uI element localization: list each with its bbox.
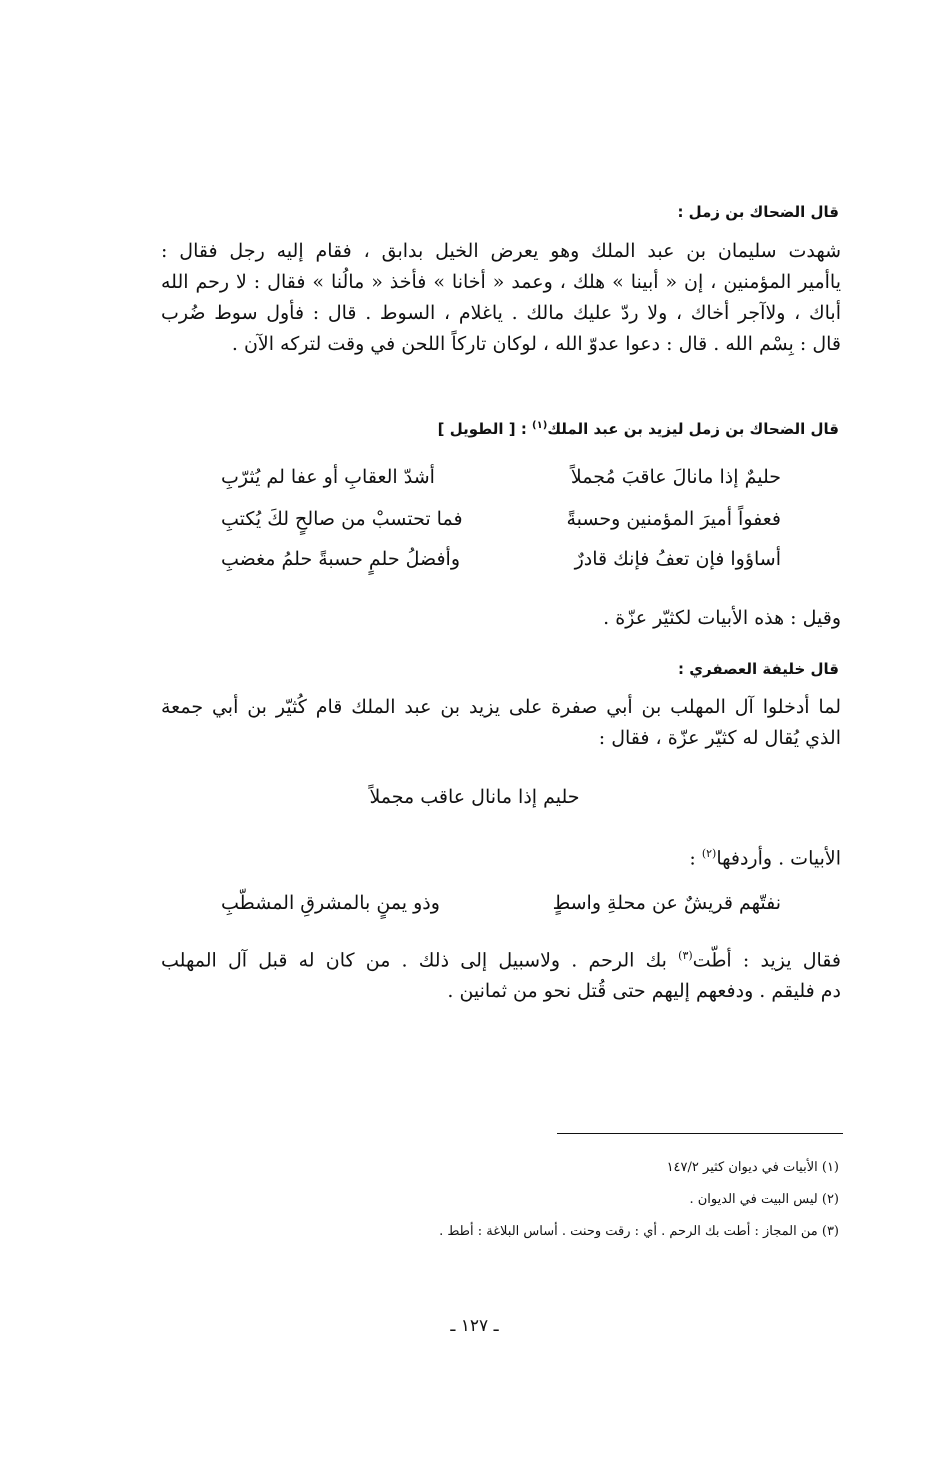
verse bbox=[221, 892, 781, 926]
verse-first-hemistich: نفتّهم قريشٌ عن محلةِ واسطٍ bbox=[552, 892, 781, 914]
footnote-rule bbox=[557, 1133, 843, 1134]
para-start: فقال يزيد : أطّت bbox=[692, 949, 841, 972]
abyat-text: الأبيات . وأردفها bbox=[716, 847, 841, 870]
section-heading bbox=[438, 420, 839, 438]
footnote-marker: (٣) bbox=[678, 949, 693, 962]
abyat-end: : bbox=[689, 847, 702, 870]
quoted-verse: حليم إذا مانال عاقب مجملاً bbox=[369, 786, 580, 808]
verse-first-hemistich: حليمٌ إذا مانالَ عاقبَ مُجملاً bbox=[570, 466, 781, 488]
paragraph bbox=[161, 692, 841, 754]
verse-second-hemistich: فما تحتسبْ من صالحٍ لكَ يُكتبِ bbox=[221, 508, 463, 530]
verse bbox=[221, 548, 781, 582]
text-line: وقيل : هذه الأبيات لكثيّر عزّة . bbox=[603, 607, 841, 629]
verse-first-hemistich: أساؤوا فإن تعفُ فإنك قادرٌ bbox=[574, 548, 781, 570]
abyat-line bbox=[161, 838, 841, 874]
section-heading: قال الضحاك بن زمل : bbox=[677, 203, 839, 221]
verse-second-hemistich: وذو يمنٍ بالمشرقِ المشطّبِ bbox=[221, 892, 440, 914]
text-line: قال : بِسْم الله . قال : دعوا عدوّ الله ، لوكان تاركاً اللحن في وقت لتركه الآن . bbox=[231, 333, 841, 355]
paragraph bbox=[161, 940, 841, 1007]
verse bbox=[221, 508, 781, 542]
paragraph bbox=[161, 236, 841, 360]
section-heading: قال خليفة العصفري : bbox=[678, 660, 839, 678]
footnote: (٢) ليس البيت في الديوان . bbox=[689, 1192, 839, 1207]
footnote: (١) الأبيات في ديوان كثير ١٤٧/٢ bbox=[666, 1160, 839, 1175]
verse bbox=[221, 466, 781, 500]
text-line: أباك ، ولاآجر أخاك ، ولا ردّ عليك مالك . ياغلام ، السوط . قال : فأول سوط ضُرب bbox=[161, 302, 841, 324]
text-line: ياأمير المؤمنين ، إن « أبينا » هلك ، وعمد « أخانا » فأخذ « مالُنا » فقال : لا رحم الله bbox=[161, 271, 841, 293]
text-line bbox=[161, 838, 841, 874]
verse-first-hemistich: فعفواً أميرَ المؤمنين وحسبةً bbox=[566, 508, 781, 530]
footnote-marker: (٢) bbox=[701, 847, 717, 860]
footnote-marker: (١) bbox=[532, 420, 548, 431]
text-line: شهدت سليمان بن عبد الملك وهو يعرض الخيل بدابق ، فقام إليه رجل فقال : bbox=[161, 240, 841, 262]
text-line: الذي يُقال له كثيّر عزّة ، فقال : bbox=[598, 727, 841, 749]
verse-second-hemistich: وأفضلُ حلمٍ حسبةً حلمُ مغضبِ bbox=[221, 548, 461, 570]
text-line: دم فليقم . ودفعهم إليهم حتى قُتل نحو من ثمانين . bbox=[447, 980, 841, 1003]
verse-second-hemistich: أشدّ العقابِ أو عفا لم يُثرّبِ bbox=[221, 466, 435, 488]
heading-text: قال الضحاك بن زمل ليزيد بن عبد الملك bbox=[547, 420, 839, 438]
footnote: (٣) من المجاز : أطت بك الرحم . أي : رقت وحنت . أساس البلاغة : أطط . bbox=[439, 1224, 839, 1239]
para-rest: بك الرحم . ولاسبيل إلى ذلك . من كان له قبل آل المهلب bbox=[161, 949, 679, 972]
closing-note bbox=[161, 603, 841, 634]
meter-label: : [ الطويل ] bbox=[437, 420, 533, 438]
text-line: لما أدخلوا آل المهلب بن أبي صفرة على يزيد بن عبد الملك قام كُثيّر بن أبي جمعة bbox=[161, 696, 841, 718]
text-line bbox=[161, 940, 841, 976]
page-number: ـ ١٢٧ ـ bbox=[450, 1316, 499, 1336]
